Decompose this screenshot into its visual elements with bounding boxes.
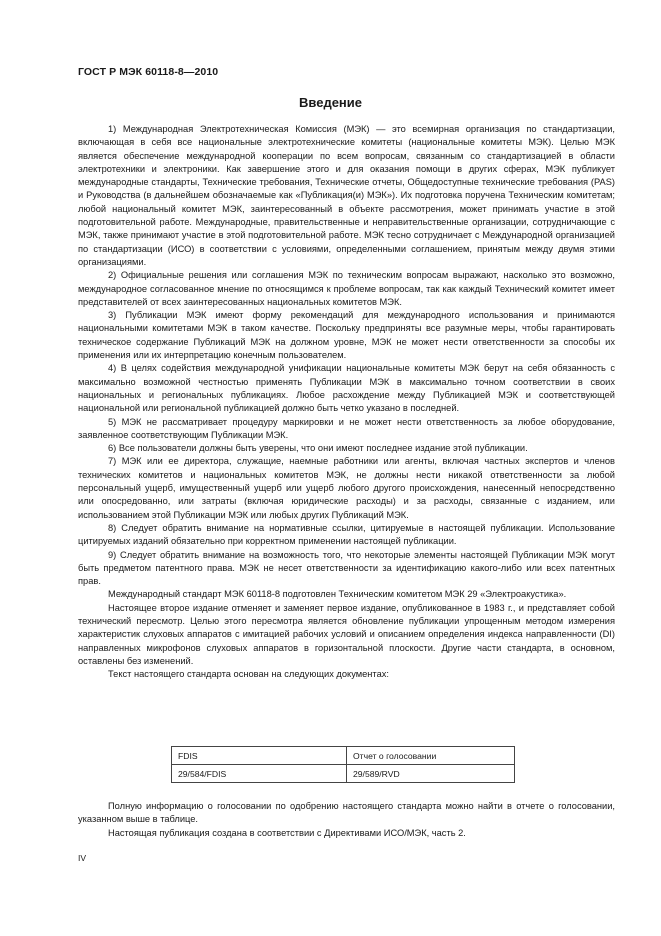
paragraph-9: 9) Следует обратить внимание на возможность того, что некоторые элементы настоящей Публикации МЭК могут быть предметом патентного права. МЭК не несет ответственности за идентификацию какого-либо или всех патентных прав. [78, 549, 615, 587]
paragraph-edition-info: Настоящее второе издание отменяет и заменяет первое издание, опубликованное в 1983 г., и представляет собой технический пересмотр. Целью этого пересмотра является обновление публикации упрощенным методом измерения характеристик слуховых аппаратов с имитацией рабочих условий и описанием определения индекса направленности (DI) направленных микрофонов слуховых аппаратов в горизонтальной плоскости. Другие части стандарта, в основном, оставлены без изменений. [78, 602, 615, 666]
table-cell: 29/589/RVD [347, 765, 515, 783]
paragraph-2: 2) Официальные решения или соглашения МЭК по техническим вопросам выражают, насколько это возможно, международное согласованное мнение по относящимся к проблеме вопросам, так как каждый Технический комитет имеет представителей от всех заинтересованных национальных комитетов МЭК. [78, 270, 615, 307]
paragraph-6: 6) Все пользователи должны быть уверены, что они имеют последнее издание этой публикации. [108, 443, 528, 454]
paragraph-voting-info: Полную информацию о голосовании по одобрению настоящего стандарта можно найти в отчете о голосовании, указанном выше в таблице. [78, 801, 615, 825]
table-header-cell: Отчет о голосовании [347, 747, 515, 765]
voting-table [171, 746, 515, 783]
paragraph-3: 3) Публикации МЭК имеют форму рекомендаций для международного использования и принимаются национальными комитетами МЭК в таком качестве. Поскольку предприняты все разумные меры, чтобы гарантировать техническое содержание Публикаций МЭК на должном уровне, МЭК не может нести ответственности за способы их применения или их интерпретацию конечным пользователем. [78, 310, 615, 361]
paragraph-5: 5) МЭК не рассматривает процедуру маркировки и не может нести ответственность за любое оборудование, заявленное соответствующим Публикации МЭК. [78, 416, 615, 440]
page-number: IV [78, 853, 87, 863]
paragraph-7: 7) МЭК или ее директора, служащие, наемные работники или агенты, включая частных экспертов и членов технических комитетов и национальных комитетов МЭК, не должны нести никакой ответственности за любой персональный ущерб, имущественный ущерб или ущерб любого другого происхождения, нанесенный непосредственно или опосредованно, или затраты (включая юридические расходы) и за расходы, связанные с изданием, или использованием этой Публикации МЭК или любых других Публикаций МЭК. [78, 456, 615, 520]
page-title: Введение [299, 95, 362, 110]
table-header-cell: FDIS [172, 747, 347, 765]
paragraph-directives: Настоящая публикация создана в соответствии с Директивами ИСО/МЭК, часть 2. [108, 827, 466, 838]
table-row [172, 747, 515, 765]
introduction-body [78, 123, 615, 681]
paragraph-8: 8) Следует обратить внимание на нормативные ссылки, цитируемые в настоящей публикации. Использование цитируемых изданий обязательно при корректном применении настоящей публикации. [78, 522, 615, 547]
paragraph-tc-info: Международный стандарт МЭК 60118-8 подготовлен Техническим комитетом МЭК 29 «Электроакустика». [108, 589, 567, 600]
table-cell: 29/584/FDIS [172, 765, 347, 783]
table-row [172, 765, 515, 783]
paragraph-1: 1) Международная Электротехническая Комиссия (МЭК) — это всемирная организация по стандартизации, включающая в себя все национальные электротехнические комитеты (национальные комитеты МЭК). Целью МЭК является обеспечение международной кооперации по всем вопросам, связанным со стандартизацией в области электротехники и электроники. Как завершение этого и для оказания помощи в других сферах, МЭК публикует международные стандарты, Технические требования, Технические отчеты, Общедоступные технические требования (PAS) и Руководства (в дальнейшем обозначаемые как «Публикация(и) МЭК»). Их подготовка поручена Техническим комитетам; любой национальный комитет МЭК, заинтересованный в объекте рассмотрения, может принимать участие в этой подготовительной работе. Международные, правительственные и неправительственные организации, сотрудничающие с МЭК, также принимают участие в этой подготовительной работе. МЭК тесно сотрудничает с Международной организацией по стандартизации (ИСО) в соответствии с условиями, определенными соглашением, принятым между двумя этими организациями. [78, 124, 615, 267]
paragraph-based-on: Текст настоящего стандарта основан на следующих документах: [108, 669, 389, 680]
paragraph-4: 4) В целях содействия международной унификации национальные комитеты МЭК берут на себя обязанность с максимально возможной честностью применять Публикации МЭК в максимально точном соответствии в своих национальных и региональных публикациях. Любое расхождение между Публикацией МЭК и соответствующей национальной или региональной публикацией должно быть четко указано в последней. [78, 363, 615, 414]
closing-text [78, 800, 615, 840]
standard-header: ГОСТ Р МЭК 60118-8—2010 [78, 66, 219, 78]
